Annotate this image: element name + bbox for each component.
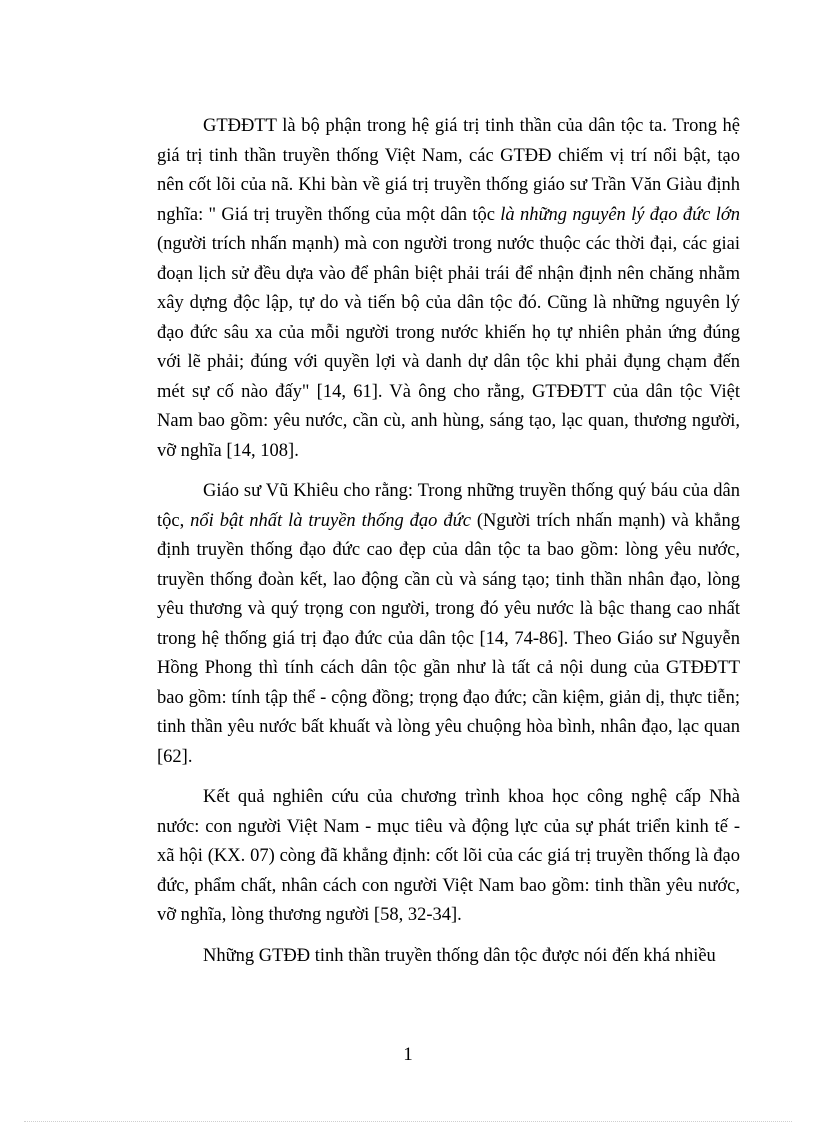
paragraph-1-text-1: GTĐĐTT là bộ phận trong hệ giá trị tinh thần của dân tộc ta. Trong hệ giá trị tinh thần truyền thống Việt Nam, các GTĐĐ chiếm vị trí nổi bật, tạo nên cốt lõi của nã. Khi bàn về giá trị truyền thống giáo sư Trần Văn Giàu định nghĩa: " Giá trị truyền thống của một dân tộc: [157, 116, 740, 225]
paragraph-3-text: Kết quả nghiên cứu của chương trình khoa học công nghệ cấp Nhà nước: con người Việt Nam - mục tiêu và động lực của sự phát triển kinh tế - xã hội (KX. 07) còng đã khẳng định: cốt lõi của các giá trị truyền thống là đạo đức, phẩm chất, nhân cách con người Việt Nam bao gồm: tinh thần yêu nước, vỡ nghĩa, lòng thương người [58, 32-34].: [157, 787, 740, 925]
paragraph-2-text-1: Giáo sư Vũ Khiêu cho rằng: Trong những truyền thống quý báu của dân tộc,: [157, 481, 740, 531]
document-body: [157, 112, 740, 971]
paragraph-2-italic-emphasis: nổi bật nhất là truyền thống đạo đức: [190, 510, 471, 531]
paragraph-1-text-2: (người trích nhấn mạnh) mà con người trong nước thuộc các thời đại, các giai đoạn lịch sử đều dựa vào để phân biệt phải trái để nhận định nên chăng nhằm xây dựng độc lập, tự do và tiến bộ của dân tộc đó. Cũng là những nguyên lý đạo đức sâu xa của mỗi người trong nước khiến họ tự nhiên phản ứng đúng với lẽ phải; đúng với quyền lợi và danh dự dân tộc khi phải đụng chạm đến mét sự cố nào đấy" [14, 61]. Và ông cho rằng, GTĐĐTT của dân tộc Việt Nam bao gồm: yêu nước, cần cù, anh hùng, sáng tạo, lạc quan, thương người, vỡ nghĩa [14, 108].: [157, 234, 740, 461]
paragraph-1-italic-emphasis: là những nguyên lý đạo đức lớn: [500, 204, 740, 225]
paragraph-4-text: Những GTĐĐ tinh thần truyền thống dân tộc được nói đến khá nhiều: [203, 945, 716, 966]
paragraph-3: [157, 783, 740, 931]
page-divider: [24, 1121, 792, 1122]
paragraph-4: [157, 942, 740, 972]
paragraph-1: [157, 112, 740, 466]
paragraph-2: [157, 477, 740, 772]
page-number: 1: [403, 1044, 413, 1065]
paragraph-2-text-2: (Người trích nhấn mạnh) và khẳng định truyền thống đạo đức cao đẹp của dân tộc ta bao gồm: lòng yêu nước, truyền thống đoàn kết, lao động cần cù và sáng tạo; tinh thần nhân đạo, lòng yêu thương và quý trọng con người, trong đó yêu nước là bậc thang cao nhất trong hệ thống giá trị đạo đức của dân tộc [14, 74-86]. Theo Giáo sư Nguyễn Hồng Phong thì tính cách dân tộc gần như là tất cả nội dung của GTĐĐTT bao gồm: tính tập thể - cộng đồng; trọng đạo đức; cần kiệm, giản dị, thực tiễn; tinh thần yêu nước bất khuất và lòng yêu chuộng hòa bình, nhân đạo, lạc quan [62].: [157, 510, 740, 767]
